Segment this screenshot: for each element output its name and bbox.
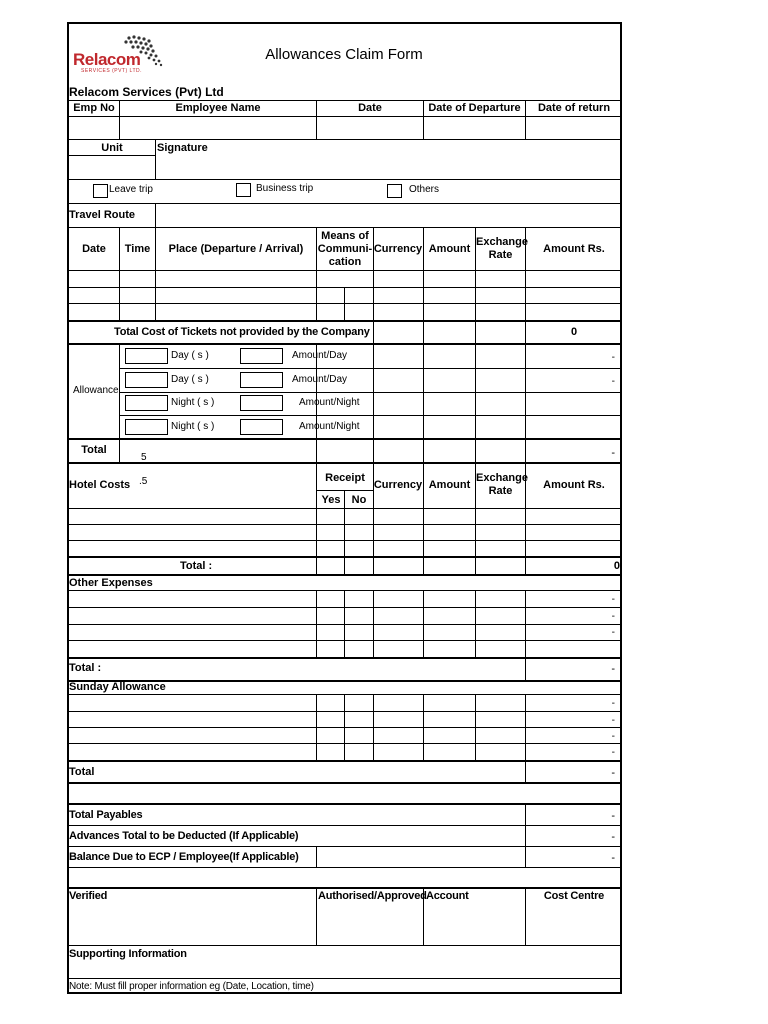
date-of-departure-field[interactable] [424, 117, 525, 139]
stray-mark-b: .5 [139, 476, 148, 487]
travel-time-header: Time [124, 243, 151, 255]
form-title: Allowances Claim Form [265, 46, 423, 63]
travel-place-header: Place (Departure / Arrival) [168, 243, 304, 255]
employee-name-header: Employee Name [175, 102, 261, 114]
balance-value: - [611, 852, 615, 864]
allowance-night-rate-input-2[interactable] [240, 419, 283, 435]
advances-label: Advances Total to be Deducted (If Applicable) [69, 830, 299, 842]
hotel-exchange-header-line1: Exchange [476, 472, 528, 484]
date-of-return-field[interactable] [526, 117, 622, 139]
hotel-amount-rs-header: Amount Rs. [543, 479, 605, 491]
allowance-label: Allowance [73, 385, 119, 396]
sunday-value-2: - [611, 715, 615, 726]
emp-no-field[interactable] [69, 117, 119, 139]
sunday-row-1[interactable] [69, 695, 525, 711]
account-field[interactable] [424, 904, 525, 944]
means-header-line2: Communi- [317, 243, 373, 255]
sunday-value-1: - [611, 698, 615, 709]
tickets-total-value: 0 [570, 326, 578, 338]
hotel-row-3[interactable] [69, 541, 622, 556]
allowance-rate-label-3: Amount/Night [299, 397, 360, 408]
travel-amount-header: Amount [428, 243, 471, 255]
allowance-rate-input-2[interactable] [240, 372, 283, 388]
travel-route-label: Travel Route [69, 209, 136, 221]
allowance-rate-input-1[interactable] [240, 348, 283, 364]
exchange-rate-header-line2: Rate [488, 249, 513, 261]
other-expenses-total-value: - [611, 663, 615, 675]
company-name: Relacom Services (Pvt) Ltd [69, 85, 224, 99]
hotel-amount-header: Amount [428, 479, 471, 491]
hotel-costs-label: Hotel Costs [69, 479, 131, 491]
total-payables-label: Total Payables [69, 809, 143, 821]
other-expense-value-1: - [611, 594, 615, 605]
receipt-no-header: No [351, 494, 367, 506]
receipt-yes-header: Yes [321, 494, 341, 506]
date-header: Date [358, 102, 382, 114]
advances-value: - [611, 831, 615, 843]
allowance-unit-1: Day ( s ) [171, 350, 209, 361]
allowance-total-label: Total [81, 444, 107, 456]
means-header-line3: cation [328, 256, 362, 268]
exchange-rate-header-line1: Exchange [476, 236, 528, 248]
allowance-days-input-2[interactable] [125, 372, 168, 388]
logo-tagline: SERVICES (PVT) LTD. [81, 68, 142, 74]
sunday-value-3: - [611, 731, 615, 742]
other-expenses-total-label: Total : [69, 662, 102, 674]
travel-date-header: Date [82, 243, 106, 255]
unit-field[interactable] [69, 156, 155, 178]
allowance-rate-label-4: Amount/Night [299, 421, 360, 432]
others-checkbox[interactable] [387, 184, 402, 198]
other-expense-value-3: - [611, 627, 615, 638]
allowance-nights-input-1[interactable] [125, 395, 168, 411]
allowance-night-rate-input-1[interactable] [240, 395, 283, 411]
allowance-value-2: - [611, 376, 615, 387]
logo-wordmark: Relacom [73, 50, 141, 69]
hotel-exchange-header-line2: Rate [488, 485, 513, 497]
footer-note: Note: Must fill proper information eg (Date, Location, time) [69, 981, 314, 992]
other-expense-row-3[interactable] [69, 625, 525, 640]
sunday-value-4: - [611, 747, 615, 758]
hotel-total-value: 0 [613, 560, 620, 572]
verified-field[interactable] [69, 904, 316, 944]
date-field[interactable] [317, 117, 423, 139]
allowances-claim-form [67, 22, 622, 994]
company-logo [71, 32, 166, 76]
employee-name-field[interactable] [120, 117, 316, 139]
date-of-return-header: Date of return [537, 102, 611, 114]
authorised-field[interactable] [317, 904, 423, 944]
allowance-nights-input-2[interactable] [125, 419, 168, 435]
allowance-value-1: - [611, 352, 615, 363]
travel-amount-rs-header: Amount Rs. [543, 243, 605, 255]
signature-label: Signature [157, 142, 208, 154]
sunday-row-3[interactable] [69, 728, 525, 743]
emp-no-header: Emp No [73, 102, 115, 114]
sunday-allowance-label: Sunday Allowance [69, 681, 166, 693]
hotel-row-2[interactable] [69, 525, 622, 540]
business-trip-checkbox[interactable] [236, 183, 251, 197]
leave-trip-label: Leave trip [109, 184, 153, 195]
verified-label: Verified [69, 890, 108, 902]
total-payables-value: - [611, 810, 615, 822]
other-expense-row-2[interactable] [69, 608, 525, 624]
allowance-rate-label-2: Amount/Day [292, 374, 348, 385]
travel-row-2[interactable] [69, 288, 622, 303]
other-expense-value-2: - [611, 611, 615, 622]
receipt-header: Receipt [325, 472, 365, 484]
cost-centre-label: Cost Centre [543, 890, 605, 902]
cost-centre-field[interactable] [526, 904, 622, 944]
other-expenses-label: Other Expenses [69, 577, 153, 589]
sunday-total-value: - [611, 767, 615, 779]
leave-trip-checkbox[interactable] [93, 184, 108, 198]
sunday-total-label: Total [69, 766, 95, 778]
means-header-line1: Means of [321, 230, 369, 242]
allowance-days-input-1[interactable] [125, 348, 168, 364]
signature-field[interactable] [156, 156, 622, 178]
allowance-total-value: - [611, 447, 615, 459]
travel-row-1[interactable] [69, 271, 622, 287]
allowance-rate-label-1: Amount/Day [292, 350, 348, 361]
travel-row-3[interactable] [69, 304, 622, 320]
sunday-row-2[interactable] [69, 712, 525, 727]
date-of-departure-header: Date of Departure [428, 102, 521, 114]
travel-route-field[interactable] [156, 204, 622, 226]
account-label: Account [426, 890, 469, 902]
authorised-label: Authorised/Approved [318, 890, 427, 902]
supporting-information-label: Supporting Information [69, 948, 187, 960]
travel-currency-header: Currency [373, 243, 423, 255]
hotel-currency-header: Currency [373, 479, 423, 491]
hotel-row-1[interactable] [69, 509, 622, 524]
others-label: Others [409, 184, 440, 195]
unit-label: Unit [101, 142, 123, 154]
sunday-row-4[interactable] [69, 744, 525, 760]
tickets-total-label: Total Cost of Tickets not provided by the Company [114, 326, 370, 338]
business-trip-label: Business trip [256, 183, 314, 194]
balance-label: Balance Due to ECP / Employee(If Applicable) [69, 851, 299, 863]
allowance-unit-2: Day ( s ) [171, 374, 209, 385]
hotel-total-label: Total : [180, 560, 213, 572]
stray-mark-a: 5 [141, 452, 147, 463]
allowance-unit-3: Night ( s ) [171, 397, 215, 408]
allowance-unit-4: Night ( s ) [171, 421, 215, 432]
other-expense-row-1[interactable] [69, 591, 525, 607]
supporting-information-field[interactable] [69, 962, 622, 978]
